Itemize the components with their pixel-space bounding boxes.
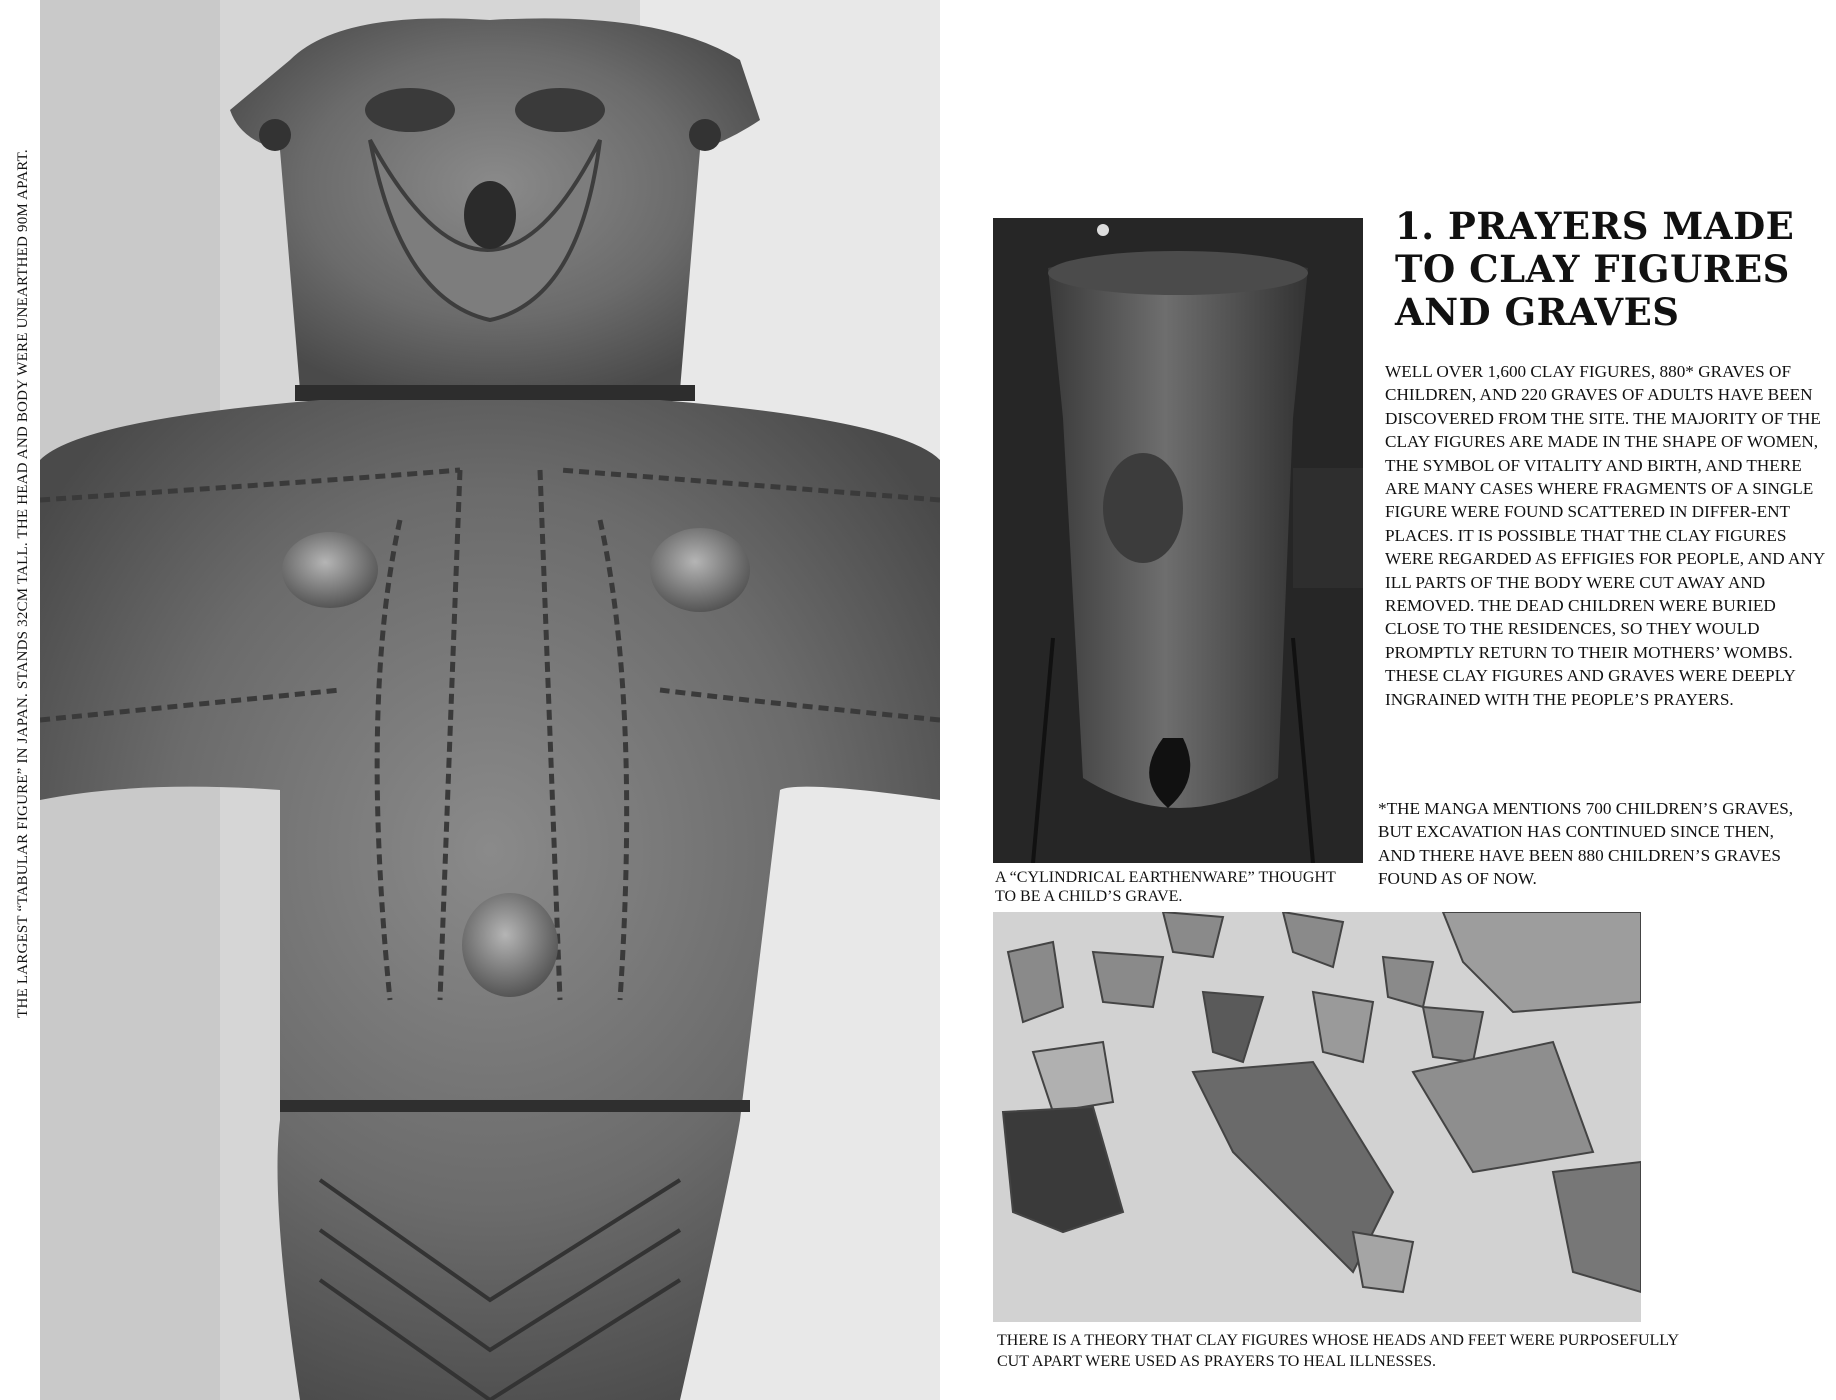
cylinder-photo-caption: A “CYLINDRICAL EARTHENWARE” THOUGHT TO BE A CHILD’S GRAVE. (995, 869, 1336, 905)
tabular-figure-photo (40, 0, 940, 1400)
cylindrical-earthenware-illustration (993, 218, 1363, 863)
article-footnote: *THE MANGA MENTIONS 700 CHILDREN’S GRAVES, BUT EXCAVATION HAS CONTINUED SINCE THEN, AND THERE HAVE BEEN 880 CHILDREN’S GRAVES FOUND AS OF NOW. (1378, 799, 1794, 889)
clay-fragments-illustration (993, 912, 1641, 1322)
article-heading: 1. PRAYERS MADE TO CLAY FIGURES AND GRAVES (1395, 204, 1795, 334)
main-photo-side-caption (8, 8, 38, 1158)
cylindrical-earthenware-photo (993, 218, 1363, 863)
side-caption-text: THE LARGEST “TABULAR FIGURE” IN JAPAN. STANDS 32CM TALL. THE HEAD AND BODY WERE UNEARTHED 90M APART. (14, 148, 31, 1018)
article-body: WELL OVER 1,600 CLAY FIGURES, 880* GRAVES OF CHILDREN, AND 220 GRAVES OF ADULTS HAVE BEEN DISCOVERED FROM THE SITE. THE MAJORITY OF THE CLAY FIGURES ARE MADE IN THE SHAPE OF WOMEN, THE SYMBOL OF VITALITY AND BIRTH, AND THERE ARE MANY CASES WHERE FRAGMENTS OF A SINGLE FIGURE WERE FOUND SCATTERED IN DIFFER-ENT PLACES. IT IS POSSIBLE THAT THE CLAY FIGURES WERE REGARDED AS EFFIGIES FOR PEOPLE, AND ANY ILL PARTS OF THE BODY WERE CUT AWAY AND REMOVED. THE DEAD CHILDREN WERE BURIED CLOSE TO THE RESIDENCES, SO THEY WOULD PROMPTLY RETURN TO THEIR MOTHERS’ WOMBS. THESE CLAY FIGURES AND GRAVES WERE DEEPLY INGRAINED WITH THE PEOPLE’S PRAYERS. (1385, 362, 1825, 709)
tabular-figure-illustration (40, 0, 940, 1400)
fragments-photo-caption: THERE IS A THEORY THAT CLAY FIGURES WHOSE HEADS AND FEET WERE PURPOSEFULLY CUT APART WERE USED AS PRAYERS TO HEAL ILLNESSES. (997, 1332, 1679, 1370)
clay-fragments-photo (993, 912, 1641, 1322)
